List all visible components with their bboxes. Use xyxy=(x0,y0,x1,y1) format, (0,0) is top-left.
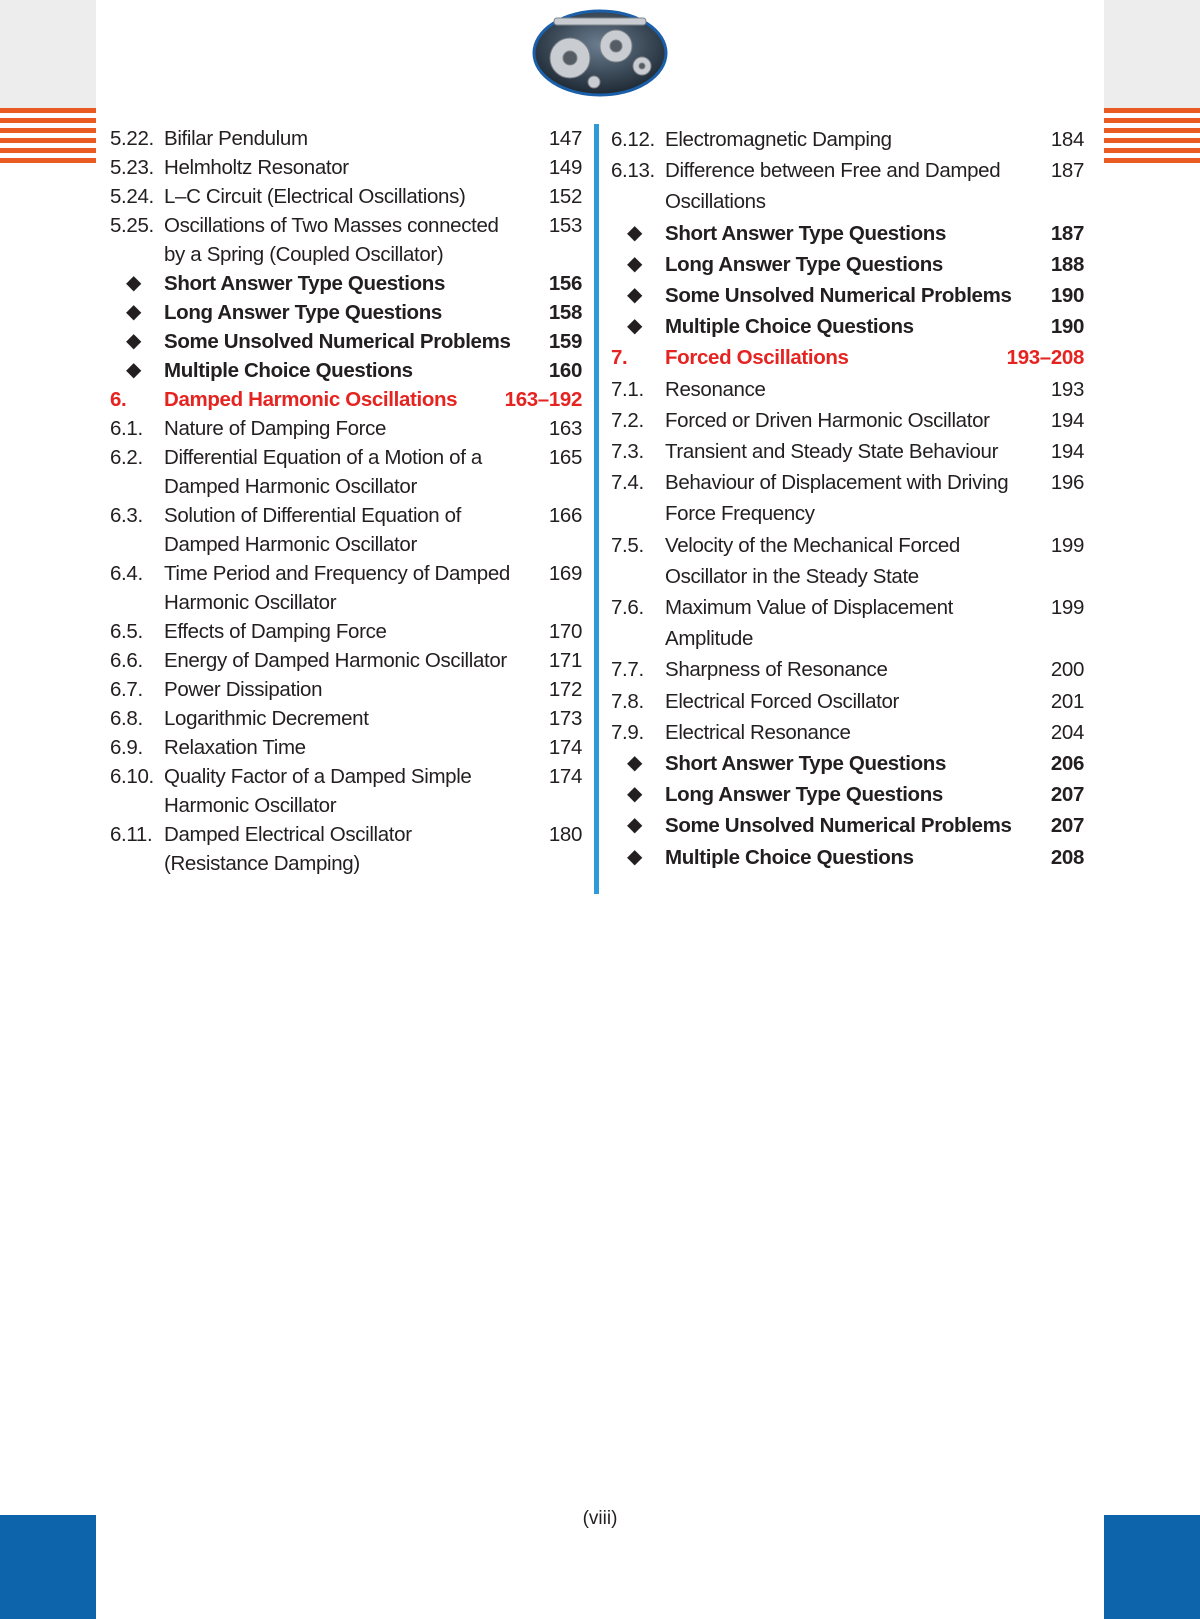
toc-entry[interactable] xyxy=(611,467,1084,529)
toc-entry-number: 6. xyxy=(110,388,127,411)
toc-entry-number: 7.6. xyxy=(611,596,644,620)
column-divider xyxy=(594,124,599,894)
toc-entry-page: 147 xyxy=(548,127,582,150)
toc-entry[interactable] xyxy=(110,269,582,298)
toc-entry[interactable] xyxy=(110,733,582,762)
toc-entry-title: Logarithmic Decrement xyxy=(164,707,369,730)
toc-entry-page: 200 xyxy=(1050,658,1084,682)
toc-entry-number: 5.23. xyxy=(110,156,154,179)
toc-entry-title: Long Answer Type Questions xyxy=(665,252,943,276)
diamond-bullet-icon: ◆ xyxy=(627,221,643,244)
toc-entry-title: Helmholtz Resonator xyxy=(164,156,349,179)
toc-entry-page: 190 xyxy=(1050,315,1084,339)
toc-entry-page: 196 xyxy=(1050,471,1084,495)
toc-entry-number: 6.5. xyxy=(110,620,143,643)
toc-entry-title: Differential Equation of a Motion of a Damped Harmonic Oscillator xyxy=(164,446,482,498)
toc-entry-page: 156 xyxy=(548,272,582,295)
toc-chapter-heading[interactable] xyxy=(110,385,582,414)
toc-entry-title: Short Answer Type Questions xyxy=(164,272,446,295)
toc-entry-page: 180 xyxy=(548,823,582,846)
toc-entry-page: 170 xyxy=(548,620,582,643)
diamond-bullet-icon: ◆ xyxy=(627,783,643,806)
toc-entry-page: 174 xyxy=(548,736,582,759)
toc-entry-number: 5.24. xyxy=(110,185,154,208)
toc-entry-title: Some Unsolved Numerical Problems xyxy=(665,284,1012,308)
toc-entry-title: Resonance xyxy=(665,377,766,401)
toc-entry-page: 160 xyxy=(548,359,582,382)
toc-entry[interactable] xyxy=(611,311,1084,342)
toc-entry-page: 172 xyxy=(548,678,582,701)
toc-entry-page: 187 xyxy=(1050,159,1084,183)
toc-entry-page: 169 xyxy=(548,562,582,585)
toc-entry-page: 153 xyxy=(548,214,582,237)
toc-entry-title: Short Answer Type Questions xyxy=(665,752,947,776)
toc-entry[interactable] xyxy=(611,717,1084,748)
toc-entry[interactable] xyxy=(110,646,582,675)
toc-entry-page: 193 xyxy=(1050,377,1084,401)
left-bottom-blue-panel xyxy=(0,1515,96,1619)
toc-entry-number: 6.10. xyxy=(110,765,154,788)
toc-entry-title: Multiple Choice Questions xyxy=(665,315,914,339)
toc-entry-number: 6.9. xyxy=(110,736,143,759)
toc-entry-title: Multiple Choice Questions xyxy=(665,845,914,869)
toc-entry-number: 6.2. xyxy=(110,446,143,469)
toc-entry-page: 149 xyxy=(548,156,582,179)
toc-entry[interactable] xyxy=(110,443,582,501)
toc-entry[interactable] xyxy=(110,298,582,327)
toc-entry[interactable] xyxy=(611,155,1084,217)
toc-entry-title: Time Period and Frequency of Damped Harmonic Oscillator xyxy=(164,562,510,614)
toc-entry-page: 173 xyxy=(548,707,582,730)
toc-entry-page: 207 xyxy=(1050,783,1084,807)
toc-entry[interactable] xyxy=(611,530,1084,592)
toc-entry-title: Relaxation Time xyxy=(164,736,306,759)
toc-entry-title: Nature of Damping Force xyxy=(164,417,387,440)
left-orange-stripes xyxy=(0,108,96,164)
toc-entry-page: 190 xyxy=(1050,284,1084,308)
toc-entry[interactable] xyxy=(110,124,582,153)
diamond-bullet-icon: ◆ xyxy=(126,272,142,294)
toc-entry-title: Sharpness of Resonance xyxy=(665,658,888,682)
toc-entry-title: Transient and Steady State Behaviour xyxy=(665,440,999,464)
toc-entry-page: 163–192 xyxy=(504,388,582,411)
toc-entry[interactable] xyxy=(611,842,1084,873)
diamond-bullet-icon: ◆ xyxy=(627,252,643,275)
toc-entry-number: 7. xyxy=(611,346,628,370)
toc-entry-title: Bifilar Pendulum xyxy=(164,127,308,150)
toc-entry-page: 165 xyxy=(548,446,582,469)
toc-entry[interactable] xyxy=(110,704,582,733)
toc-entry-title: Effects of Damping Force xyxy=(164,620,387,643)
toc-entry[interactable] xyxy=(110,211,582,269)
toc-right-column xyxy=(611,124,1084,873)
toc-entry-number: 6.4. xyxy=(110,562,143,585)
toc-entry[interactable] xyxy=(611,810,1084,841)
toc-entry-page: 194 xyxy=(1050,408,1084,432)
toc-entry-number: 7.1. xyxy=(611,377,644,401)
toc-entry[interactable] xyxy=(110,675,582,704)
toc-entry-number: 7.9. xyxy=(611,720,644,744)
diamond-bullet-icon: ◆ xyxy=(627,315,643,338)
toc-entry-number: 7.2. xyxy=(611,408,644,432)
toc-entry-title: Difference between Free and Damped Oscillations xyxy=(665,159,1001,214)
toc-entry-title: Damped Electrical Oscillator (Resistance Damping) xyxy=(164,823,412,875)
toc-entry-number: 7.8. xyxy=(611,689,644,713)
toc-entry[interactable] xyxy=(110,182,582,211)
toc-entry-page: 152 xyxy=(548,185,582,208)
toc-entry-number: 6.6. xyxy=(110,649,143,672)
toc-entry-title: Forced or Driven Harmonic Oscillator xyxy=(665,408,990,432)
toc-entry[interactable] xyxy=(611,249,1084,280)
toc-entry-number: 6.7. xyxy=(110,678,143,701)
toc-entry-title: Multiple Choice Questions xyxy=(164,359,413,382)
toc-entry-page: 174 xyxy=(548,765,582,788)
toc-entry-number: 6.12. xyxy=(611,128,655,151)
toc-entry-title: Quality Factor of a Damped Simple Harmonic Oscillator xyxy=(164,765,472,817)
toc-entry-title: Electromagnetic Damping xyxy=(665,128,892,151)
toc-entry-page: 171 xyxy=(548,649,582,672)
diamond-bullet-icon: ◆ xyxy=(126,301,142,323)
gears-machinery-image xyxy=(530,8,670,98)
toc-entry[interactable] xyxy=(110,617,582,646)
toc-entry-title: Solution of Differential Equation of Damped Harmonic Oscillator xyxy=(164,504,462,556)
toc-entry-title: Velocity of the Mechanical Forced Oscillator in the Steady State xyxy=(665,533,960,588)
toc-entry[interactable] xyxy=(611,374,1084,405)
toc-entry[interactable] xyxy=(611,686,1084,717)
toc-entry[interactable] xyxy=(611,436,1084,467)
right-top-gray-panel xyxy=(1104,0,1200,108)
toc-entry-number: 7.5. xyxy=(611,533,644,557)
toc-entry-page: 158 xyxy=(548,301,582,324)
right-orange-stripes xyxy=(1104,108,1200,164)
toc-entry-page: 187 xyxy=(1050,221,1084,245)
toc-entry-number: 7.4. xyxy=(611,471,644,495)
toc-left-column xyxy=(110,124,582,878)
toc-entry-page: 201 xyxy=(1050,689,1084,713)
toc-entry-title: L–C Circuit (Electrical Oscillations) xyxy=(164,185,466,208)
toc-entry-title: Some Unsolved Numerical Problems xyxy=(164,330,511,353)
toc-entry[interactable] xyxy=(611,218,1084,249)
toc-entry[interactable] xyxy=(110,153,582,182)
diamond-bullet-icon: ◆ xyxy=(627,752,643,775)
toc-entry-title: Damped Harmonic Oscillations xyxy=(164,388,458,411)
toc-entry[interactable] xyxy=(110,501,582,559)
toc-entry-number: 7.7. xyxy=(611,658,644,682)
toc-entry-page: 199 xyxy=(1050,596,1084,620)
toc-entry-title: Electrical Resonance xyxy=(665,720,851,744)
toc-entry-number: 5.25. xyxy=(110,214,154,237)
toc-entry-title: Some Unsolved Numerical Problems xyxy=(665,814,1012,838)
toc-entry-page: 199 xyxy=(1050,533,1084,557)
toc-entry-title: Oscillations of Two Masses connected by a Spring (Coupled Oscillator) xyxy=(164,214,499,266)
toc-chapter-heading[interactable] xyxy=(611,342,1084,373)
toc-entry[interactable] xyxy=(611,405,1084,436)
toc-entry-number: 6.11. xyxy=(110,823,153,846)
toc-entry[interactable] xyxy=(110,762,582,820)
toc-entry[interactable] xyxy=(110,327,582,356)
toc-entry[interactable] xyxy=(611,779,1084,810)
toc-entry-title: Energy of Damped Harmonic Oscillator xyxy=(164,649,507,672)
toc-entry[interactable] xyxy=(611,592,1084,654)
toc-entry-number: 6.1. xyxy=(110,417,143,440)
toc-entry-title: Maximum Value of Displacement Amplitude xyxy=(665,596,953,651)
diamond-bullet-icon: ◆ xyxy=(627,845,643,868)
toc-entry-page: 166 xyxy=(548,504,582,527)
toc-entry-title: Short Answer Type Questions xyxy=(665,221,947,245)
toc-entry[interactable] xyxy=(110,356,582,385)
toc-entry[interactable] xyxy=(110,559,582,617)
toc-entry[interactable] xyxy=(611,748,1084,779)
toc-entry-page: 208 xyxy=(1050,845,1084,869)
toc-entry-title: Long Answer Type Questions xyxy=(665,783,943,807)
toc-entry-page: 204 xyxy=(1050,720,1084,744)
toc-entry[interactable] xyxy=(110,820,582,878)
toc-entry-number: 7.3. xyxy=(611,440,644,464)
toc-entry-title: Forced Oscillations xyxy=(665,346,849,370)
diamond-bullet-icon: ◆ xyxy=(627,284,643,307)
toc-entry[interactable] xyxy=(611,654,1084,685)
toc-entry-page: 159 xyxy=(548,330,582,353)
toc-entry-title: Power Dissipation xyxy=(164,678,323,701)
toc-entry-page: 207 xyxy=(1050,814,1084,838)
toc-entry-page: 163 xyxy=(548,417,582,440)
toc-entry-page: 184 xyxy=(1050,128,1084,151)
toc-entry-title: Behaviour of Displacement with Driving Force Frequency xyxy=(665,471,1009,526)
toc-entry[interactable] xyxy=(110,414,582,443)
toc-entry-title: Electrical Forced Oscillator xyxy=(665,689,899,713)
diamond-bullet-icon: ◆ xyxy=(126,359,142,381)
toc-entry-page: 194 xyxy=(1050,440,1084,464)
page-number: (viii) xyxy=(582,1508,618,1529)
toc-entry-number: 6.3. xyxy=(110,504,143,527)
diamond-bullet-icon: ◆ xyxy=(627,814,643,837)
right-bottom-blue-panel xyxy=(1104,1515,1200,1619)
toc-entry-page: 188 xyxy=(1050,252,1084,276)
left-top-gray-panel xyxy=(0,0,96,108)
toc-entry-page: 193–208 xyxy=(1006,346,1084,370)
toc-entry[interactable] xyxy=(611,124,1084,155)
toc-entry-number: 6.8. xyxy=(110,707,143,730)
toc-entry-number: 5.22. xyxy=(110,127,154,150)
diamond-bullet-icon: ◆ xyxy=(126,330,142,352)
toc-entry[interactable] xyxy=(611,280,1084,311)
toc-entry-number: 6.13. xyxy=(611,159,655,183)
toc-entry-page: 206 xyxy=(1050,752,1084,776)
toc-entry-title: Long Answer Type Questions xyxy=(164,301,442,324)
